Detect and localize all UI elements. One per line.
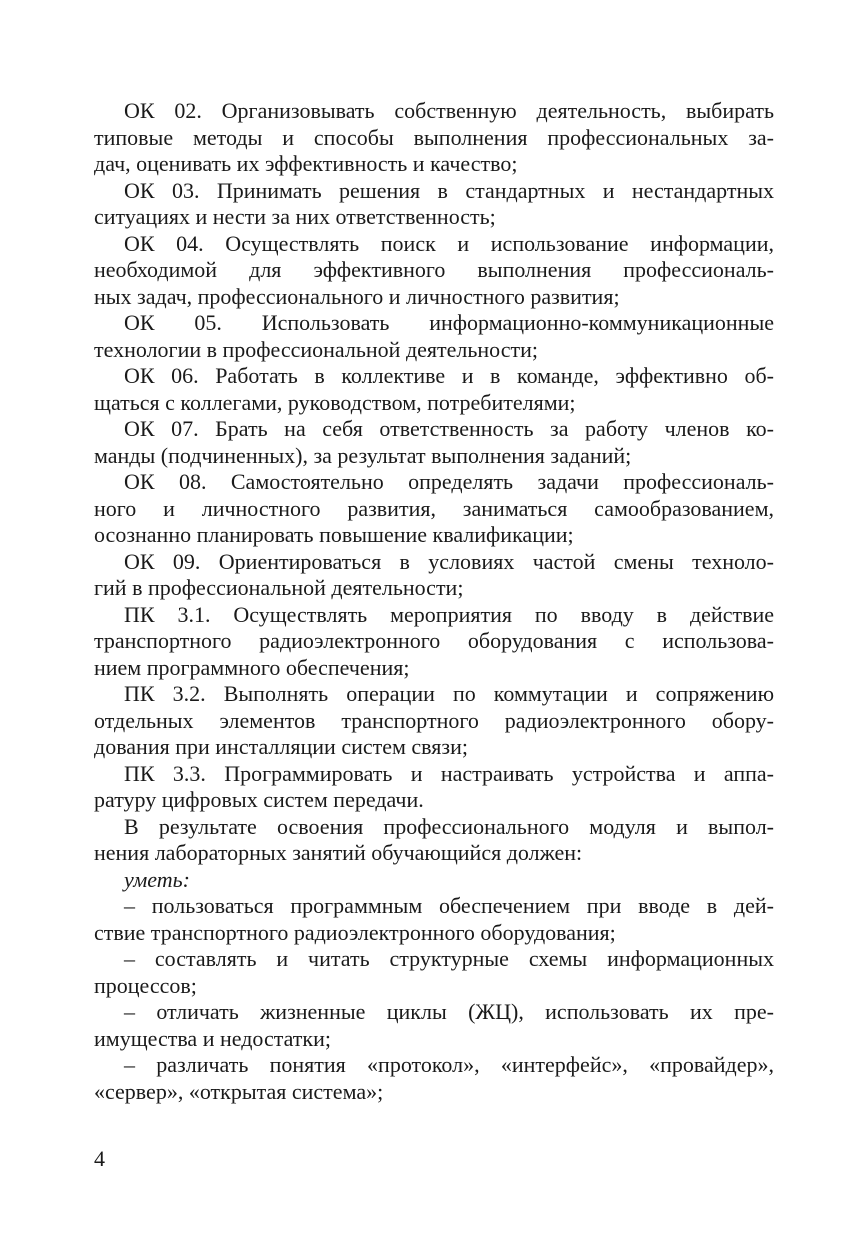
text-line: ОК 07. Брать на себя ответственность за работу членов ко- [124, 416, 774, 441]
text-line: – отличать жизненные циклы (ЖЦ), использовать их пре- [124, 999, 774, 1024]
paragraph [94, 363, 774, 416]
text-line: В результате освоения профессионального модуля и выпол- [124, 813, 774, 839]
text-line: необходимой для эффективного выполнения профессиональ- [94, 257, 774, 282]
paragraph [94, 999, 774, 1052]
paragraph [94, 681, 774, 761]
paragraph [94, 416, 774, 469]
text-line: дования при инсталляции систем связи; [94, 734, 468, 759]
text-line: уметь: [124, 866, 190, 892]
text-line: нием программного обеспечения; [94, 654, 410, 680]
text-line: ного и личностного развития, заниматься самообразованием, [94, 495, 774, 521]
text-line: ситуациях и нести за них ответственность; [94, 204, 496, 229]
paragraph [94, 231, 774, 311]
text-line: гий в профессиональной деятельности; [94, 575, 464, 600]
paragraph [94, 814, 774, 867]
text-line: типовые методы и способы выполнения профессиональных за- [94, 124, 774, 150]
text-line: ОК 04. Осуществлять поиск и использование информации, [124, 230, 774, 256]
text-line: ПК 3.1. Осуществлять мероприятия по вводу в действие [124, 601, 774, 627]
text-line: ОК 02. Организовывать собственную деятельность, выбирать [124, 98, 774, 123]
text-line: осознанно планировать повышение квалификации; [94, 522, 574, 547]
text-line: отдельных элементов транспортного радиоэлектронного обору- [94, 707, 774, 733]
text-line: «сервер», «открытая система»; [94, 1078, 384, 1104]
text-line: – пользоваться программным обеспечением при вводе в дей- [124, 893, 774, 918]
body-text [94, 98, 774, 1105]
text-line: дач, оценивать их эффективность и качество; [94, 151, 518, 176]
text-line: ПК 3.3. Программировать и настраивать устройства и аппа- [124, 760, 774, 786]
text-line: ОК 05. Использовать информационно-коммуникационные [124, 310, 774, 335]
paragraph [94, 761, 774, 814]
text-line: – различать понятия «протокол», «интерфейс», «провайдер», [124, 1052, 774, 1077]
text-line: ратуру цифровых систем передачи. [94, 787, 424, 812]
paragraph [94, 1052, 774, 1105]
text-line: нения лабораторных занятий обучающийся должен: [94, 840, 583, 865]
text-line: транспортного радиоэлектронного оборудования с использова- [94, 628, 774, 653]
text-line: технологии в профессиональной деятельности; [94, 336, 538, 362]
paragraph [94, 867, 774, 894]
paragraph [94, 893, 774, 946]
paragraph [94, 98, 774, 178]
paragraph [94, 469, 774, 549]
paragraph [94, 946, 774, 999]
paragraph [94, 602, 774, 682]
text-line: ствие транспортного радиоэлектронного оборудования; [94, 919, 616, 945]
text-line: щаться с коллегами, руководством, потребителями; [94, 389, 576, 415]
text-line: имущества и недостатки; [94, 1025, 331, 1051]
text-line: ных задач, профессионального и личностного развития; [94, 283, 620, 309]
paragraph [94, 310, 774, 363]
text-line: ОК 08. Самостоятельно определять задачи профессиональ- [124, 469, 774, 494]
paragraph [94, 549, 774, 602]
paragraph [94, 178, 774, 231]
text-line: ОК 06. Работать в коллективе и в команде, эффективно об- [124, 363, 774, 388]
text-line: ПК 3.2. Выполнять операции по коммутации и сопряжению [124, 681, 774, 706]
text-line: ОК 09. Ориентироваться в условиях частой смены техноло- [124, 548, 774, 574]
page-number: 4 [94, 1146, 105, 1171]
text-line: манды (подчиненных), за результат выполнения заданий; [94, 442, 632, 468]
text-line: – составлять и читать структурные схемы информационных [124, 946, 774, 971]
text-line: процессов; [94, 972, 197, 998]
text-line: ОК 03. Принимать решения в стандартных и нестандартных [124, 177, 774, 203]
